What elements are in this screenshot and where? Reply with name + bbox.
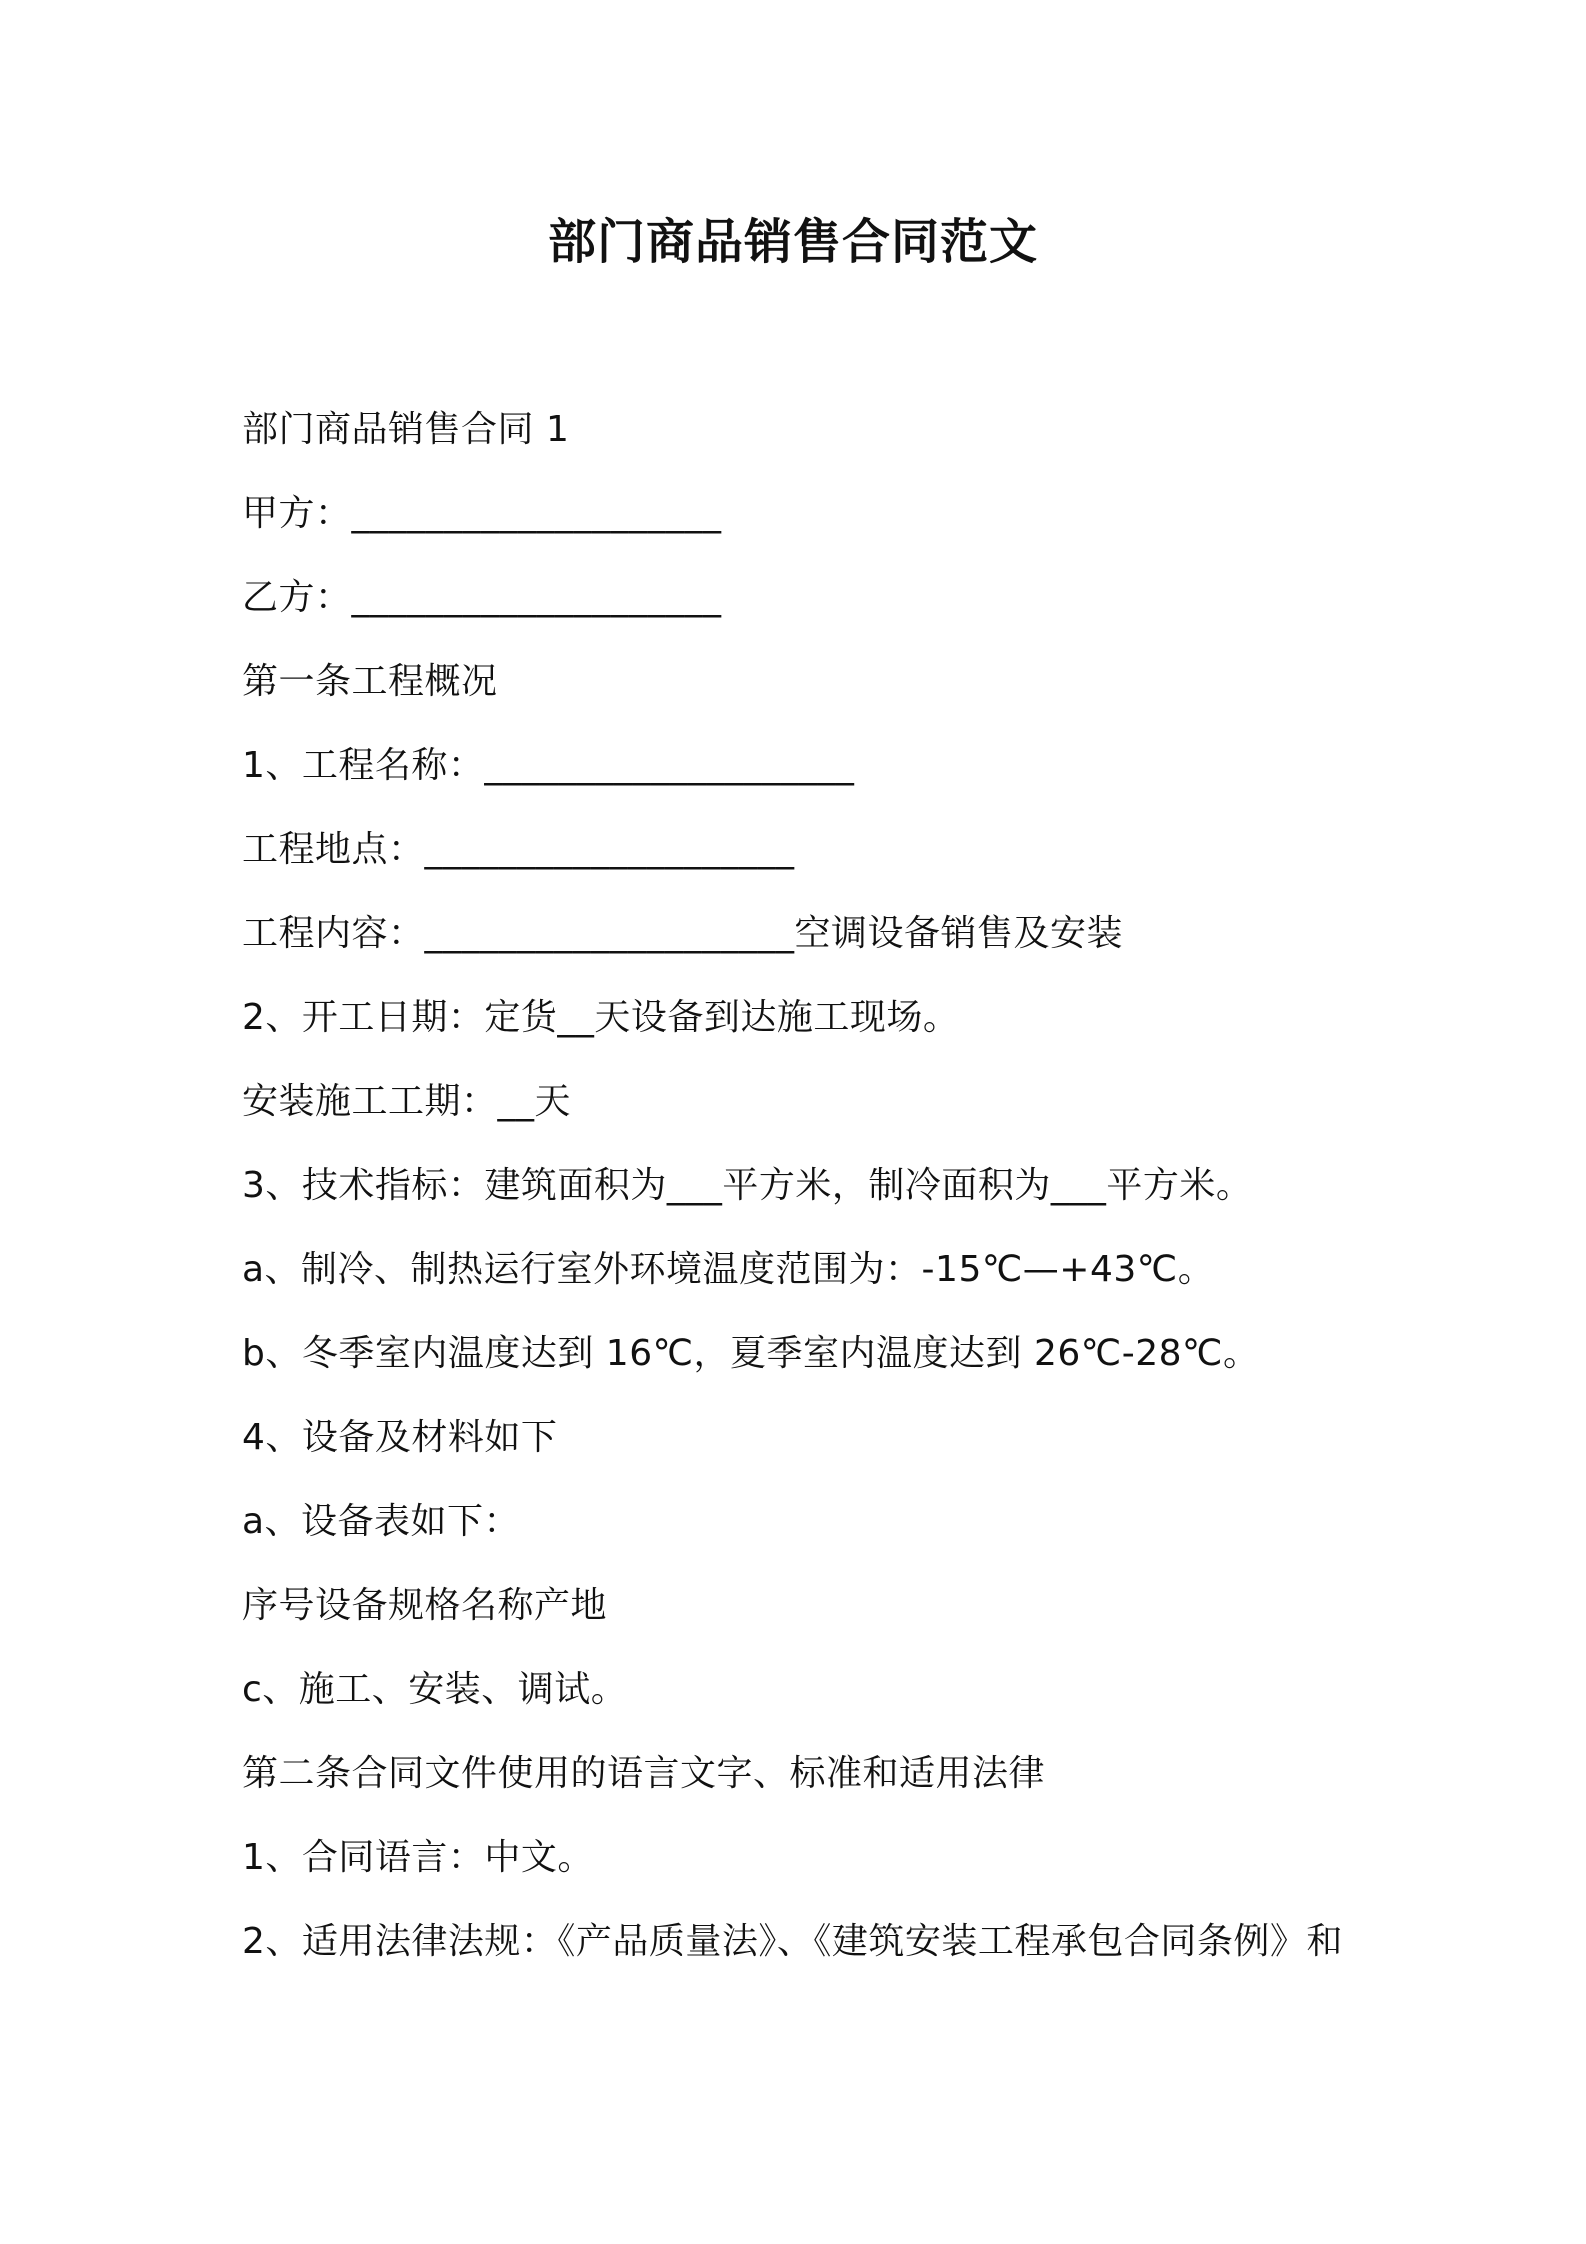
indoor-temp-line: b、冬季室内温度达到 16℃，夏季室内温度达到 26℃-28℃。: [242, 1333, 1260, 1374]
project-name-line: 1、工程名称：____________________: [242, 745, 855, 786]
article-2-heading: 第二条合同文件使用的语言文字、标准和适用法律: [242, 1753, 1046, 1794]
document-body: [242, 408, 1372, 2004]
project-location-line: 工程地点：____________________: [242, 829, 795, 870]
start-date-line: 2、开工日期：定货__天设备到达施工现场。: [242, 997, 960, 1038]
contract-language-line: 1、合同语言：中文。: [242, 1837, 594, 1878]
installation-period-line: 安装施工工期：__天: [242, 1081, 572, 1122]
article-1-heading: 第一条工程概况: [242, 661, 498, 702]
technical-indicators-line: 3、技术指标：建筑面积为___平方米，制冷面积为___平方米。: [242, 1165, 1253, 1206]
construction-line: c、施工、安装、调试。: [242, 1669, 628, 1710]
party-b-line: 乙方：____________________: [242, 577, 722, 618]
document-title: 部门商品销售合同范文: [547, 214, 1038, 270]
equipment-table-intro: a、设备表如下：: [242, 1501, 521, 1542]
applicable-law-line: 2、适用法律法规：《产品质量法》、《建筑安装工程承包合同条例》和: [242, 1921, 1343, 1962]
equipment-materials-heading: 4、设备及材料如下: [242, 1417, 558, 1458]
contract-subtitle: 部门商品销售合同 1: [242, 409, 570, 450]
equipment-table-header: 序号设备规格名称产地: [242, 1585, 608, 1626]
project-content-line: 工程内容：____________________空调设备销售及安装: [242, 913, 1124, 954]
outdoor-temp-range-line: a、制冷、制热运行室外环境温度范围为：-15℃—+43℃。: [242, 1249, 1215, 1290]
party-a-line: 甲方：____________________: [242, 493, 722, 534]
